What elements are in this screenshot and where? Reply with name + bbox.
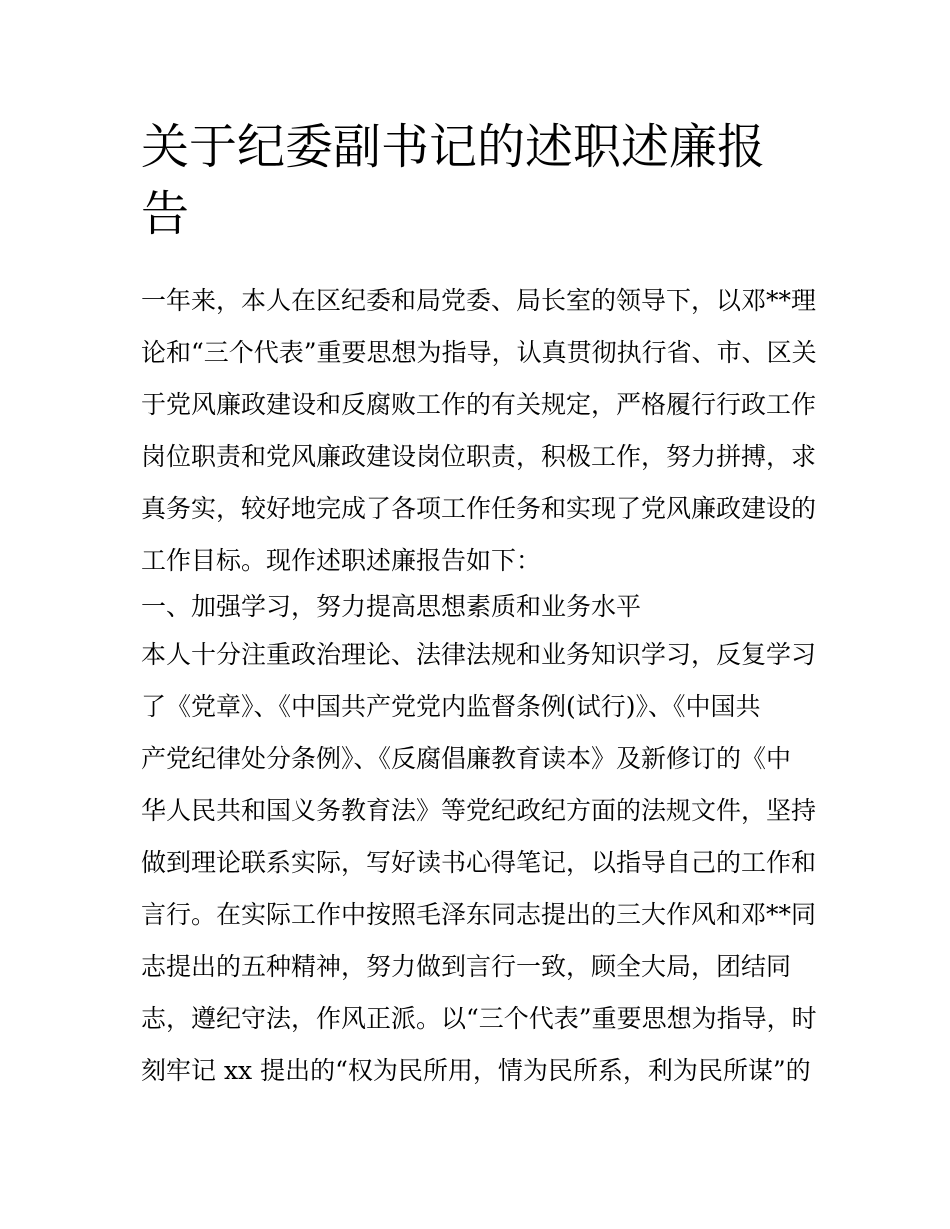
body-line: 论和“三个代表”重要思想为指导，认真贯彻执行省、市、区关 — [141, 338, 817, 367]
body-line: 岗位职责和党风廉政建设岗位职责，积极工作，努力拼搏，求 — [141, 442, 817, 471]
body-line: 志提出的五种精神，努力做到言行一致，顾全大局，团结同 — [141, 952, 792, 981]
body-line: 了《党章》、《中国共产党党内监督条例(试行)》、《中国共 — [141, 692, 761, 721]
body-line: 真务实，较好地完成了各项工作任务和实现了党风廉政建设的 — [141, 494, 817, 523]
body-line: 做到理论联系实际，写好读书心得笔记，以指导自己的工作和 — [141, 848, 817, 877]
title-line-2: 告 — [141, 186, 190, 242]
body-line: 产党纪律处分条例》、《反腐倡廉教育读本》及新修订的《中 — [141, 744, 792, 773]
body-line: 本人十分注重政治理论、法律法规和业务知识学习，反复学习 — [141, 640, 817, 669]
body-line: 于党风廉政建设和反腐败工作的有关规定，严格履行行政工作 — [141, 390, 817, 419]
body-line: 刻牢记 xx 提出的“权为民所用，情为民所系，利为民所谋”的 — [141, 1056, 811, 1085]
body-line: 华人民共和国义务教育法》等党纪政纪方面的法规文件，坚持 — [141, 796, 817, 825]
body-line: 志，遵纪守法，作风正派。以“三个代表”重要思想为指导，时 — [141, 1004, 817, 1033]
document-title — [141, 114, 821, 248]
body-line: 一年来，本人在区纪委和局党委、局长室的领导下，以邓**理 — [141, 286, 817, 315]
section-heading: 一、加强学习，努力提高思想素质和业务水平 — [141, 592, 642, 621]
title-line-1: 关于纪委副书记的述职述廉报 — [141, 119, 766, 175]
body-line: 言行。在实际工作中按照毛泽东同志提出的三大作风和邓**同 — [141, 900, 817, 929]
body-line: 工作目标。现作述职述廉报告如下： — [141, 546, 542, 575]
